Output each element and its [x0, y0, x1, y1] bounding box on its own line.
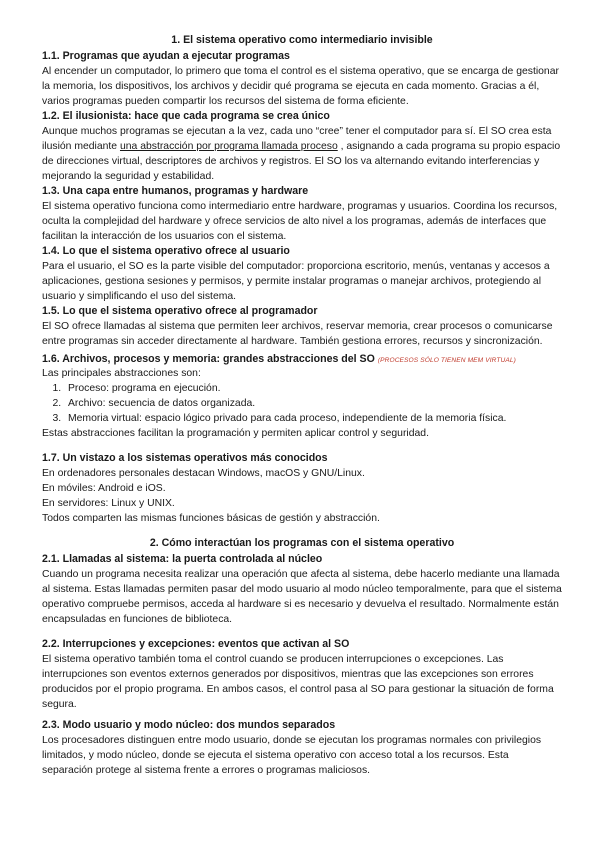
os-line: En servidores: Linux y UNIX.: [42, 498, 175, 509]
os-line: Todos comparten las mismas funciones básicas de gestión y abstracción.: [42, 513, 380, 524]
heading-2-3: 2.3. Modo usuario y modo núcleo: dos mundos separados: [42, 719, 336, 731]
heading-1-6: [42, 353, 562, 366]
handwritten-note: (PROCESOS SÓLO TIENEN MEM VIRTUAL): [377, 357, 516, 364]
abstractions-list: [42, 381, 562, 426]
document-title: 1. El sistema operativo como intermediario invisible: [171, 34, 433, 46]
list-item: 2. Archivo: secuencia de datos organizada.: [64, 396, 562, 411]
paragraph-1-4: Para el usuario, el SO es la parte visible del computador: proporciona escritorio, menús, ventanas y accesos a aplicaciones, gestiona sesiones y permisos, y permite instalar programas o manejar archivos, protegiendo al usuario y simplificando el uso del sistema.: [42, 261, 550, 302]
paragraph-2-3: Los procesadores distinguen entre modo usuario, donde se ejecutan los programas normales con privilegios limitados, y modo núcleo, donde se ejecuta el sistema operativo con acceso total a los recursos. Esta separación protege al sistema frente a errores o programas maliciosos.: [42, 735, 542, 776]
paragraph-1-2-part-b: , asignando a cada programa su propio espacio de direcciones virtual, descriptores de archivos y registros. El SO los va alternando evitando interferencias y mejorando la seguridad y estabilidad.: [42, 141, 561, 182]
underlined-process-definition: una abstracción por programa llamada proceso: [119, 141, 338, 152]
list-item: 3. Memoria virtual: espacio lógico privado para cada proceso, independiente de la memoria física.: [64, 411, 562, 426]
heading-1-4: 1.4. Lo que el sistema operativo ofrece al usuario: [42, 245, 290, 257]
paragraph-1-3: El sistema operativo funciona como intermediario entre hardware, programas y usuarios. Coordina los recursos, oculta la complejidad del hardware y ofrece servicios de alto nivel a los programas, además de interfaces que facilitan la interacción de los usuarios con el sistema.: [42, 201, 558, 242]
paragraph-1-5: El SO ofrece llamadas al sistema que permiten leer archivos, reservar memoria, crear procesos o comunicarse entre programas sin acceder directamente al hardware. También gestiona errores, recursos y sincronización.: [42, 321, 553, 347]
paragraph-1-1: Al encender un computador, lo primero que toma el control es el sistema operativo, que se encarga de gestionar la memoria, los dispositivos, los archivos y decidir qué programa se ejecuta en cada momento. Gracias a él, varios programas pueden compartir los recursos del sistema de forma eficiente.: [42, 66, 559, 107]
list-item: 1. Proceso: programa en ejecución.: [64, 381, 562, 396]
heading-1-5: 1.5. Lo que el sistema operativo ofrece al programador: [42, 305, 318, 317]
heading-1-3: 1.3. Una capa entre humanos, programas y hardware: [42, 185, 309, 197]
heading-1-2: 1.2. El ilusionista: hace que cada programa se crea único: [42, 110, 330, 122]
heading-1-6-text: 1.6. Archivos, procesos y memoria: grandes abstracciones del SO: [42, 353, 375, 365]
heading-2-1: 2.1. Llamadas al sistema: la puerta controlada al núcleo: [42, 553, 323, 565]
heading-1-7: 1.7. Un vistazo a los sistemas operativos más conocidos: [42, 452, 328, 464]
heading-1-1: 1.1. Programas que ayudan a ejecutar programas: [42, 50, 290, 62]
paragraph-1-6-intro: Las principales abstracciones son:: [42, 368, 201, 379]
heading-2-2: 2.2. Interrupciones y excepciones: eventos que activan al SO: [42, 638, 350, 650]
paragraph-1-2-part-a: Aunque muchos programas se ejecutan a la vez, cada uno “cree” tener el computador para sí. El SO crea esta ilusión mediante: [42, 126, 552, 152]
paragraph-2-2: El sistema operativo también toma el control cuando se producen interrupciones o excepciones. Las interrupciones son eventos externos generados por dispositivos, mientras que las excepciones son errores producidos por el propio programa. En ambos casos, el control pasa al SO para gestionar la situación de forma segura.: [42, 654, 554, 710]
os-line: En ordenadores personales destacan Windows, macOS y GNU/Linux.: [42, 468, 365, 479]
paragraph-1-6-outro: Estas abstracciones facilitan la programación y permiten aplicar control y seguridad.: [42, 428, 429, 439]
paragraph-2-1: Cuando un programa necesita realizar una operación que afecta al sistema, debe hacerlo mediante una llamada al sistema. Estas llamadas permiten pasar del modo usuario al modo núcleo temporalmente, para que el sistema operativo compruebe permisos, acceda al hardware si es necesario y devuelva el resultado. Normalmente están encapsuladas en funciones de biblioteca.: [42, 569, 562, 625]
os-line: En móviles: Android e iOS.: [42, 483, 166, 494]
paragraph-1-2: [42, 124, 562, 184]
section-2-title: 2. Cómo interactúan los programas con el sistema operativo: [149, 537, 455, 549]
